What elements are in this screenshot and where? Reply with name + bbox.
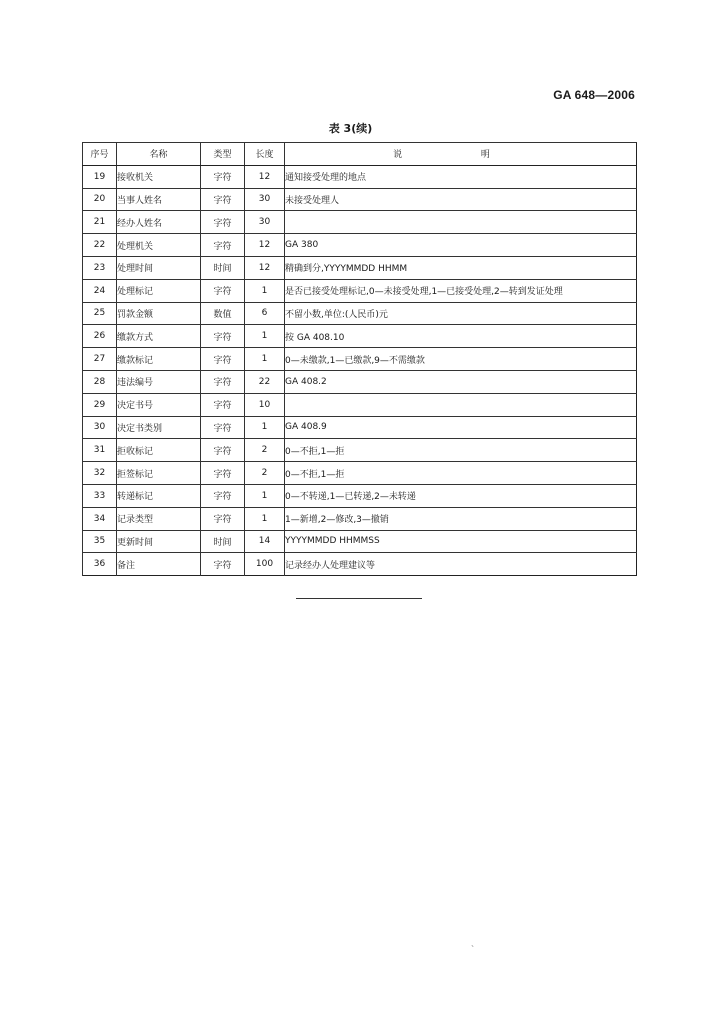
field-type: 时间	[201, 256, 245, 279]
field-length: 6	[245, 302, 285, 325]
field-length: 30	[245, 211, 285, 234]
field-name: 缴款标记	[117, 348, 201, 371]
field-type: 字符	[201, 325, 245, 348]
table-row	[83, 462, 637, 485]
field-description: GA 380	[285, 234, 637, 257]
column-header-name: 名称	[117, 143, 201, 166]
field-name: 备注	[117, 553, 201, 576]
table-row	[83, 484, 637, 507]
field-name: 拒收标记	[117, 439, 201, 462]
field-type: 时间	[201, 530, 245, 553]
field-description: GA 408.9	[285, 416, 637, 439]
field-name: 决定书号	[117, 393, 201, 416]
field-name: 处理时间	[117, 256, 201, 279]
field-length: 1	[245, 507, 285, 530]
table-row	[83, 279, 637, 302]
field-length: 1	[245, 325, 285, 348]
field-description: 0—未缴款,1—已缴款,9—不需缴款	[285, 348, 637, 371]
row-number: 36	[83, 553, 117, 576]
field-description: YYYYMMDD HHMMSS	[285, 530, 637, 553]
row-number: 26	[83, 325, 117, 348]
field-description: 未接受处理人	[285, 188, 637, 211]
field-spec-table	[82, 142, 637, 576]
field-description	[285, 211, 637, 234]
field-type: 字符	[201, 234, 245, 257]
field-length: 2	[245, 462, 285, 485]
field-description: 1—新增,2—修改,3—撤销	[285, 507, 637, 530]
page-speck: 、	[471, 939, 479, 948]
field-type: 字符	[201, 393, 245, 416]
row-number: 30	[83, 416, 117, 439]
field-description: 精确到分,YYYYMMDD HHMM	[285, 256, 637, 279]
row-number: 19	[83, 165, 117, 188]
column-header-type: 类型	[201, 143, 245, 166]
field-length: 1	[245, 348, 285, 371]
row-number: 33	[83, 484, 117, 507]
field-type: 字符	[201, 553, 245, 576]
field-description: 是否已接受处理标记,0—未接受处理,1—已接受处理,2—转到发证处理	[285, 279, 637, 302]
table-row	[83, 211, 637, 234]
field-type: 字符	[201, 279, 245, 302]
table-row	[83, 530, 637, 553]
field-type: 字符	[201, 348, 245, 371]
column-header-length: 长度	[245, 143, 285, 166]
field-type: 字符	[201, 439, 245, 462]
table-caption: 表 3(续)	[328, 122, 373, 135]
row-number: 20	[83, 188, 117, 211]
field-name: 更新时间	[117, 530, 201, 553]
field-type: 字符	[201, 484, 245, 507]
field-description: 0—不拒,1—拒	[285, 462, 637, 485]
row-number: 24	[83, 279, 117, 302]
table-row	[83, 507, 637, 530]
field-length: 10	[245, 393, 285, 416]
field-description: 不留小数,单位:(人民币)元	[285, 302, 637, 325]
row-number: 28	[83, 370, 117, 393]
field-name: 处理标记	[117, 279, 201, 302]
field-type: 字符	[201, 188, 245, 211]
field-length: 12	[245, 165, 285, 188]
field-description	[285, 393, 637, 416]
field-description: 0—不拒,1—拒	[285, 439, 637, 462]
table-row	[83, 165, 637, 188]
field-description: 0—不转递,1—已转递,2—未转递	[285, 484, 637, 507]
field-type: 字符	[201, 462, 245, 485]
row-number: 25	[83, 302, 117, 325]
field-name: 缴款方式	[117, 325, 201, 348]
table-header-row	[83, 143, 637, 166]
table-row	[83, 325, 637, 348]
table-row	[83, 188, 637, 211]
field-name: 记录类型	[117, 507, 201, 530]
field-name: 转递标记	[117, 484, 201, 507]
table-row	[83, 256, 637, 279]
field-type: 字符	[201, 416, 245, 439]
field-type: 字符	[201, 507, 245, 530]
row-number: 22	[83, 234, 117, 257]
row-number: 21	[83, 211, 117, 234]
field-description: 按 GA 408.10	[285, 325, 637, 348]
field-type: 字符	[201, 165, 245, 188]
field-length: 1	[245, 484, 285, 507]
field-length: 14	[245, 530, 285, 553]
field-length: 30	[245, 188, 285, 211]
row-number: 32	[83, 462, 117, 485]
field-name: 接收机关	[117, 165, 201, 188]
table-row	[83, 370, 637, 393]
column-header-no: 序号	[83, 143, 117, 166]
field-name: 处理机关	[117, 234, 201, 257]
row-number: 34	[83, 507, 117, 530]
table-row	[83, 393, 637, 416]
field-description: GA 408.2	[285, 370, 637, 393]
field-name: 拒签标记	[117, 462, 201, 485]
field-length: 22	[245, 370, 285, 393]
table-row	[83, 439, 637, 462]
field-description: 通知接受处理的地点	[285, 165, 637, 188]
footer-rule	[296, 598, 422, 599]
field-name: 经办人姓名	[117, 211, 201, 234]
table-row	[83, 234, 637, 257]
row-number: 31	[83, 439, 117, 462]
field-name: 决定书类别	[117, 416, 201, 439]
row-number: 35	[83, 530, 117, 553]
row-number: 23	[83, 256, 117, 279]
field-length: 1	[245, 416, 285, 439]
field-length: 1	[245, 279, 285, 302]
field-name: 违法编号	[117, 370, 201, 393]
table-body	[83, 165, 637, 575]
field-length: 100	[245, 553, 285, 576]
row-number: 29	[83, 393, 117, 416]
field-length: 12	[245, 256, 285, 279]
field-length: 2	[245, 439, 285, 462]
field-length: 12	[245, 234, 285, 257]
field-type: 数值	[201, 302, 245, 325]
table-row	[83, 348, 637, 371]
table-row	[83, 302, 637, 325]
field-description: 记录经办人处理建议等	[285, 553, 637, 576]
field-name: 当事人姓名	[117, 188, 201, 211]
table-row	[83, 416, 637, 439]
field-name: 罚款金额	[117, 302, 201, 325]
standard-code: GA 648—2006	[553, 88, 635, 102]
row-number: 27	[83, 348, 117, 371]
field-type: 字符	[201, 370, 245, 393]
column-header-description: 说 明	[285, 143, 637, 166]
field-type: 字符	[201, 211, 245, 234]
table-row	[83, 553, 637, 576]
